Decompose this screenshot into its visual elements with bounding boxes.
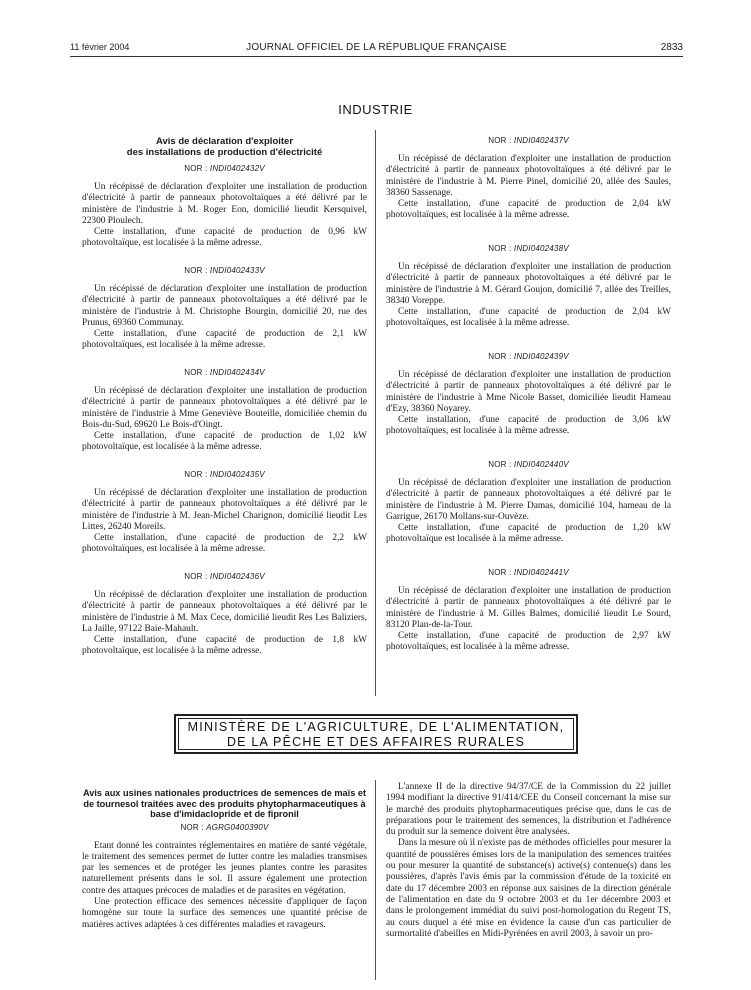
nor-reference: NOR : INDI0402441V bbox=[488, 568, 569, 577]
entry-paragraph: Un récépissé de déclaration d'exploiter une installation de production d'électricité à partir de panneaux photovoltaïques a été délivré par le ministère de l'industrie à M. Pierre Pinel, domicilié 20, allée des Saules, 38360 Sassenage. bbox=[386, 154, 671, 198]
usines-paragraph: Dans la mesure où il n'existe pas de méthodes officielles pour mesurer la quantité de poussières émises lors de la manipulation des semences traitées ou pour mesurer la quantité de substance(s) active(s) contenue(s) dans les poussières, d'après l'avis émis par la commission d'étude de la toxicité en date du 17 décembre 2003 en réponse aux saisines de la direction générale de l'alimentation en date du 9 octobre 2003 et du 1er décembre 2003 et dans le prolongement immédiat du suivi post-homologation du Regent TS, au cours duquel a été mise en évidence la cause d'un cas particulier de surmortalité d'abeilles en Midi-Pyrénées en avril 2003, à savoir un pro- bbox=[386, 838, 671, 939]
avis-title-line1: Avis de déclaration d'exploiter bbox=[155, 136, 294, 147]
avis-entry bbox=[82, 572, 367, 658]
entry-paragraph: Un récépissé de déclaration d'exploiter une installation de production d'électricité à partir de panneaux photovoltaïques a été délivré par le ministère de l'industrie à M. Max Cece, domicilié lieudit Res Les Baliziers, La Jaille, 97122 Baie-Mahault. bbox=[82, 590, 367, 634]
right-column bbox=[386, 136, 671, 696]
issue-date: 11 février 2004 bbox=[70, 42, 130, 52]
entry-paragraph: Cette installation, d'une capacité de production de 1,8 kW photovoltaïque, est localisée à la même adresse. bbox=[82, 635, 367, 657]
header-rule bbox=[70, 56, 683, 57]
entry-paragraph: Un récépissé de déclaration d'exploiter une installation de production d'électricité à partir de panneaux photovoltaïques a été délivré par le ministère de l'industrie à M. Christophe Bourgin, domicilié 20, rue des Prunus, 69360 Communay. bbox=[82, 284, 367, 328]
avis-entry bbox=[82, 266, 367, 352]
entry-paragraph: Cette installation, d'une capacité de production de 2,97 kW photovoltaïques, est localisée à la même adresse. bbox=[386, 631, 671, 653]
entry-paragraph: Un récépissé de déclaration d'exploiter une installation de production d'électricité à partir de panneaux photovoltaïques a été délivré par le ministère de l'industrie à Mme Nicole Basset, domiciliée lieudit Hameau d'Ezy, 38360 Noyarey. bbox=[386, 370, 671, 414]
entry-paragraph: Cette installation, d'une capacité de production de 3,06 kW photovoltaïques, est localisée à la même adresse. bbox=[386, 415, 671, 437]
avis-entry bbox=[82, 164, 367, 250]
nor-reference: NOR : INDI0402436V bbox=[184, 572, 265, 581]
entry-paragraph: Cette installation, d'une capacité de production de 2,2 kW photovoltaïques, est localisée à la même adresse. bbox=[82, 533, 367, 555]
entry-paragraph: Un récépissé de déclaration d'exploiter une installation de production d'électricité à partir de panneaux photovoltaïques a été délivré par le ministère de l'industrie à Mme Geneviève Bouteille, domiciliée chemin du Bois-du-Sud, 69620 Le Bois-d'Oingt. bbox=[82, 386, 367, 430]
entry-paragraph: Un récépissé de déclaration d'exploiter une installation de production d'électricité à partir de panneaux photovoltaïques a été délivré par le ministère de l'industrie à M. Gérard Goujon, domicilié 7, allée des Treilles, 38340 Voreppe. bbox=[386, 262, 671, 306]
avis-entry bbox=[386, 244, 671, 330]
usines-title: Avis aux usines nationales productrices de semences de maïs et de tournesol traitées avec des produits phytopharmaceutiques à base d'imidaclopride et de fipronil bbox=[82, 788, 367, 819]
nor-reference: NOR : INDI0402438V bbox=[488, 244, 569, 253]
page-number: 2833 bbox=[660, 42, 683, 53]
usines-paragraph: Une protection efficace des semences nécessite d'appliquer de façon homogène sur toute la surface des semences une quantité précise de matières actives adaptées à ces différentes maladies et ravageurs. bbox=[82, 896, 367, 930]
nor-reference: NOR : INDI0402437V bbox=[488, 136, 569, 145]
entry-paragraph: Un récépissé de déclaration d'exploiter une installation de production d'électricité à partir de panneaux photovoltaïques a été délivré par le ministère de l'industrie à M. Gilles Balmes, domicilié lieudit Le Sourd, 83120 Plan-de-la-Tour. bbox=[386, 586, 671, 630]
usines-paragraph: Etant donné les contraintes réglementaires en matière de santé végétale, le traitement des semences permet de lutter contre les maladies transmises par les semences et de protéger les jeunes plantes contre les parasites naturellement présents dans le sol. Il assure également une protection contre des attaques précoces de maladies et de parasites en végétation. bbox=[82, 840, 367, 896]
entry-paragraph: Cette installation, d'une capacité de production de 2,04 kW photovoltaïques, est localisée à la même adresse. bbox=[386, 199, 671, 221]
usines-right-column bbox=[386, 782, 671, 982]
nor-reference: NOR : AGRG0400390V bbox=[180, 822, 269, 832]
avis-entry bbox=[386, 136, 671, 222]
column-divider bbox=[375, 780, 376, 980]
avis-entry bbox=[386, 352, 671, 438]
column-divider bbox=[375, 130, 376, 696]
avis-title-line2: des installations de production d'électricité bbox=[126, 147, 323, 158]
entry-paragraph: Un récépissé de déclaration d'exploiter une installation de production d'électricité à partir de panneaux photovoltaïques a été délivré par le ministère de l'industrie à M. Jean-Michel Charignon, domicilié lieudit Les Littes, 26240 Moreils. bbox=[82, 488, 367, 532]
avis-entry bbox=[386, 460, 671, 546]
journal-title: JOURNAL OFFICIEL DE LA RÉPUBLIQUE FRANÇAISE bbox=[246, 42, 507, 53]
ministry-title-line1: MINISTÈRE DE L'AGRICULTURE, DE L'ALIMENTATION, bbox=[187, 720, 565, 734]
entry-paragraph: Un récépissé de déclaration d'exploiter une installation de production d'électricité à partir de panneaux photovoltaïques a été délivré par le ministère de l'industrie à M. Pierre Damas, domicilié 104, hameau de la Garrigue, 26170 Mollans-sur-Ouvèze. bbox=[386, 478, 671, 522]
left-column bbox=[82, 136, 367, 696]
nor-reference: NOR : INDI0402432V bbox=[184, 164, 265, 173]
avis-entry bbox=[82, 368, 367, 454]
usines-left-column bbox=[82, 788, 367, 983]
usines-paragraph: L'annexe II de la directive 94/37/CE de la Commission du 22 juillet 1994 modifiant la directive 91/414/CEE du Conseil concernant la mise sur le marché des produits phytopharmaceutiques précise que, dans le cas de préparations pour le traitement des semences, la distribution et l'adhérence du produit sur la semence doivent être analysées. bbox=[386, 782, 671, 838]
entry-paragraph: Cette installation, d'une capacité de production de 2,1 kW photovoltaïques, est localisée à la même adresse. bbox=[82, 329, 367, 351]
ministry-title-box bbox=[174, 714, 578, 754]
nor-reference: NOR : INDI0402439V bbox=[488, 352, 569, 361]
ministry-title-line2: DE LA PÊCHE ET DES AFFAIRES RURALES bbox=[226, 735, 526, 749]
nor-reference: NOR : INDI0402434V bbox=[184, 368, 265, 377]
nor-reference: NOR : INDI0402433V bbox=[184, 266, 265, 275]
avis-entry bbox=[82, 470, 367, 556]
nor-reference: NOR : INDI0402440V bbox=[488, 460, 569, 469]
section-title: INDUSTRIE bbox=[338, 102, 413, 117]
entry-paragraph: Un récépissé de déclaration d'exploiter une installation de production d'électricité à partir de panneaux photovoltaïques a été délivré par le ministère de l'industrie à M. Roger Eon, domicilié lieudit Kersquivel, 22300 Ploulech. bbox=[82, 182, 367, 226]
nor-reference: NOR : INDI0402435V bbox=[184, 470, 265, 479]
entry-paragraph: Cette installation, d'une capacité de production de 1,20 kW photovoltaïque est localisée à la même adresse. bbox=[386, 523, 671, 545]
entry-paragraph: Cette installation, d'une capacité de production de 1,02 kW photovoltaïque, est localisée à la même adresse. bbox=[82, 431, 367, 453]
entry-paragraph: Cette installation, d'une capacité de production de 0,96 kW photovoltaïque, est localisée à la même adresse. bbox=[82, 227, 367, 249]
entry-paragraph: Cette installation, d'une capacité de production de 2,04 kW photovoltaïques, est localisée à la même adresse. bbox=[386, 307, 671, 329]
avis-entry bbox=[386, 568, 671, 654]
